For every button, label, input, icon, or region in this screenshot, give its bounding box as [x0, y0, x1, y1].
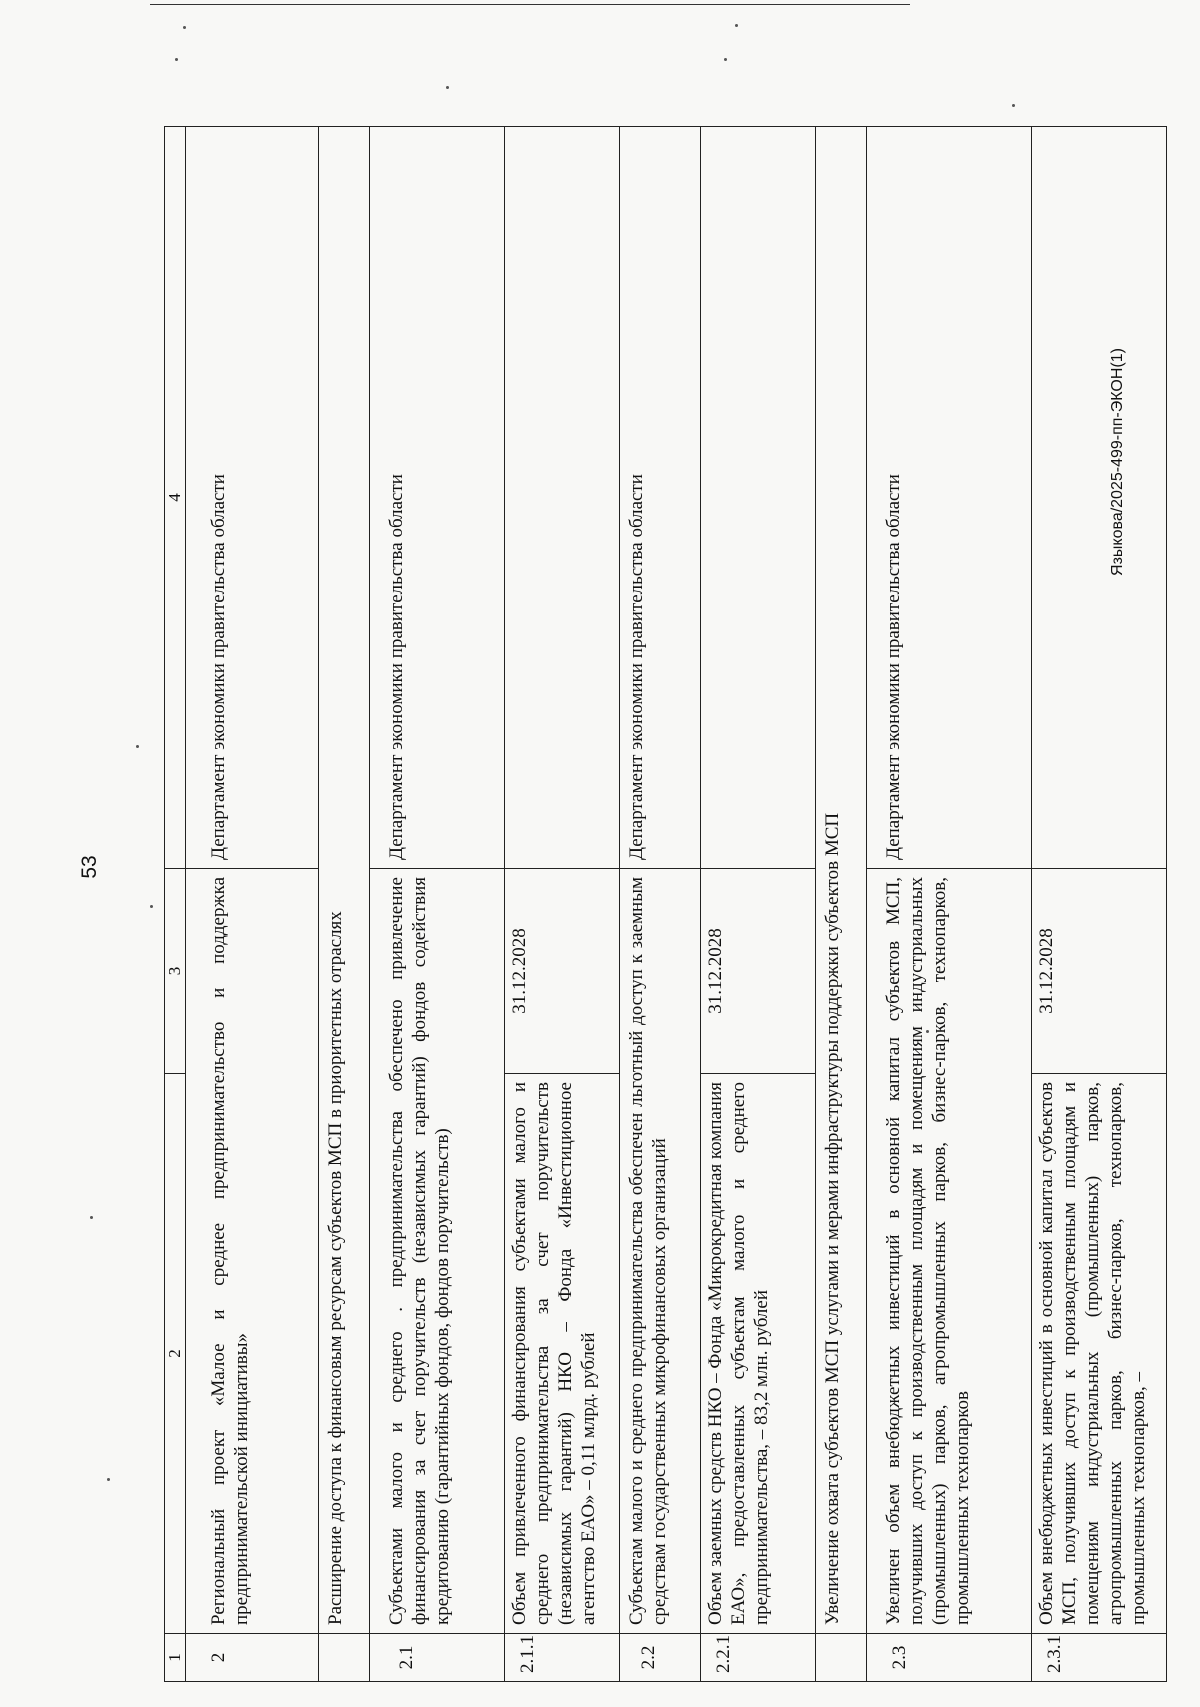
row-number: 2.3	[867, 1634, 1032, 1682]
row-number: 2.2	[620, 1634, 701, 1682]
row-text: Объем внебюджетных инвестиций в основной капитал субъектов МСП, получивших доступ к производственным площадям и помещениям индустриальных (промышленных) парков, агропромышленных парков, бизнес-парков, технопарков, промышленных технопарков, –	[1032, 1074, 1167, 1634]
section-title: Увеличение охвата субъектов МСП услугами и мерами инфраструктуры поддержки субъектов МСП	[816, 127, 867, 1634]
row-number: 2.2.1	[701, 1634, 816, 1682]
row-text: Субъектами малого и среднего . предпринимательства обеспечено привлечение финансирования за счет поручительств (независимых гарантий) фондов содействия кредитованию (гарантийных фондов, фондов поручительств)	[370, 869, 505, 1634]
section-row	[816, 127, 867, 1682]
row-number: 2	[186, 1634, 319, 1682]
table-row	[620, 127, 701, 1682]
scan-speck	[724, 58, 727, 61]
table-row	[186, 127, 319, 1682]
header-cell-2: 2	[165, 1074, 186, 1634]
scan-speck	[90, 1216, 93, 1219]
row-text: Увеличен объем внебюджетных инвестиций в основной капитал субъектов МСП, получивших доступ к производственным площадям и помещениям индустриальных (промышленных) парков, агропромышленных парков, бизнес-парков, технопарков, промышленных технопарков	[867, 869, 1032, 1634]
row-number: 2.1.1	[505, 1634, 620, 1682]
scan-speck	[183, 26, 186, 29]
row-date: 31.12.2028	[505, 869, 620, 1074]
row-department	[505, 127, 620, 869]
table-row	[370, 127, 505, 1682]
row-number: 2.1	[370, 1634, 505, 1682]
scan-speck	[446, 86, 449, 89]
row-text: Объем привлеченного финансирования субъектами малого и среднего предпринимательства за счет поручительств (независимых гарантий) НКО – Фонда «Инвестиционное агентство ЕАО» – 0,11 млрд. рублей	[505, 1074, 620, 1634]
table-row	[505, 127, 620, 1682]
row-department: Департамент экономики правительства области	[186, 127, 319, 869]
header-cell-3: 3	[165, 869, 186, 1074]
header-row	[165, 127, 186, 1682]
table-row	[701, 127, 816, 1682]
scan-speck	[136, 745, 139, 748]
header-cell-4: 4	[165, 127, 186, 869]
row-date: 31.12.2028	[701, 869, 816, 1074]
scan-speck	[1012, 104, 1015, 107]
row-date: 31.12.2028	[1032, 869, 1167, 1074]
table-row	[1032, 127, 1167, 1682]
row-department: Департамент экономики правительства области	[620, 127, 701, 869]
row-text: Субъектам малого и среднего предпринимательства обеспечен льготный доступ к заемным средствам государственных микрофинансовых организаций	[620, 869, 701, 1634]
row-department: Департамент экономики правительства области	[370, 127, 505, 869]
section-num-cell	[816, 1634, 867, 1682]
scan-speck	[175, 58, 178, 61]
section-num-cell	[319, 1634, 370, 1682]
row-text: Объем заемных средств НКО – Фонда «Микрокредитная компания ЕАО», предоставленных субъектам малого и среднего предпринимательства, – 83,2 млн. рублей	[701, 1074, 816, 1634]
row-department: Департамент экономики правительства области	[867, 127, 1032, 869]
plan-table	[164, 126, 1167, 1682]
page-number: 53	[78, 855, 101, 879]
row-department	[701, 127, 816, 869]
row-department	[1032, 127, 1167, 869]
section-row	[319, 127, 370, 1682]
row-number: 2.3.1	[1032, 1634, 1167, 1682]
scan-speck	[735, 24, 738, 27]
table-row	[867, 127, 1032, 1682]
scan-speck	[107, 1478, 110, 1481]
header-cell-1: 1	[165, 1634, 186, 1682]
scan-speck	[150, 905, 153, 908]
section-title: Расширение доступа к финансовым ресурсам субъектов МСП в приоритетных отраслях	[319, 127, 370, 1634]
top-rule	[150, 4, 910, 5]
document-reference: Языкова/2025-499-пп-ЭКОН(1)	[1109, 348, 1126, 576]
row-text: Региональный проект «Малое и среднее предпринимательство и поддержка предпринимательской инициативы»	[186, 869, 319, 1634]
